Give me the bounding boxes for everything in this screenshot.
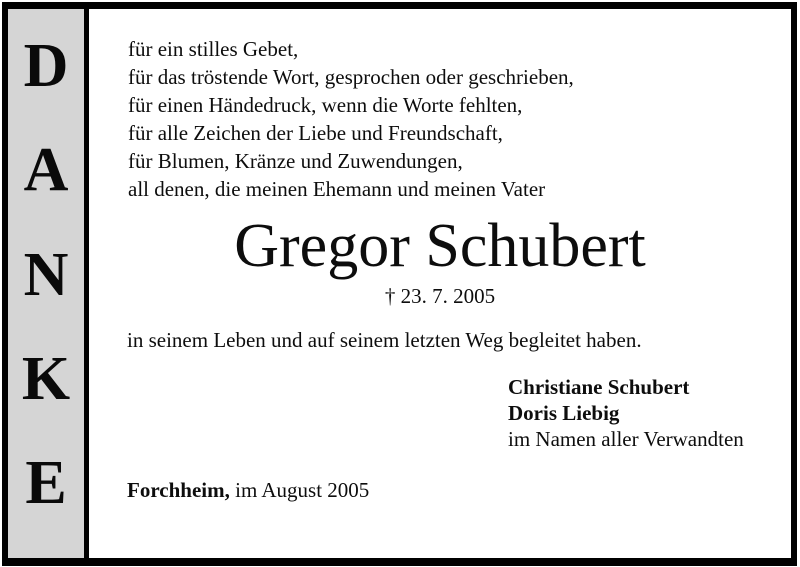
mourner-name: Doris Liebig — [508, 401, 620, 425]
danke-letter-n: N — [23, 240, 69, 309]
intro-line: all denen, die meinen Ehemann und meinen Vater — [128, 177, 546, 201]
intro-line: für Blumen, Kränze und Zuwendungen, — [128, 149, 463, 173]
danke-letter-k: K — [21, 344, 71, 413]
deceased-name: Gregor Schubert — [234, 212, 646, 280]
intro-line: für einen Händedruck, wenn die Worte fehlten, — [128, 93, 523, 117]
place-name: Forchheim, — [127, 478, 230, 502]
danke-letter-d: D — [23, 32, 69, 100]
closing-line: in seinem Leben und auf seinem letzten Weg begleitet haben. — [127, 328, 642, 352]
mourners-block — [508, 374, 744, 452]
intro-line: für ein stilles Gebet, — [128, 37, 299, 61]
mourner-name: Christiane Schubert — [508, 375, 690, 399]
danke-letter-a: A — [23, 136, 69, 205]
death-date: † 23. 7. 2005 — [384, 284, 496, 308]
mourners-note: im Namen aller Verwandten — [508, 427, 744, 451]
danke-letter-e: E — [25, 449, 67, 517]
notice-body — [89, 9, 791, 558]
thanks-intro-block — [128, 35, 574, 203]
intro-line: für das tröstende Wort, gesprochen oder geschrieben, — [128, 65, 574, 89]
notice-date: im August 2005 — [229, 478, 370, 502]
place-date-line — [127, 476, 369, 504]
danke-side-column — [8, 9, 89, 558]
intro-line: für alle Zeichen der Liebe und Freundschaft, — [128, 121, 503, 145]
notice-frame — [2, 2, 797, 566]
